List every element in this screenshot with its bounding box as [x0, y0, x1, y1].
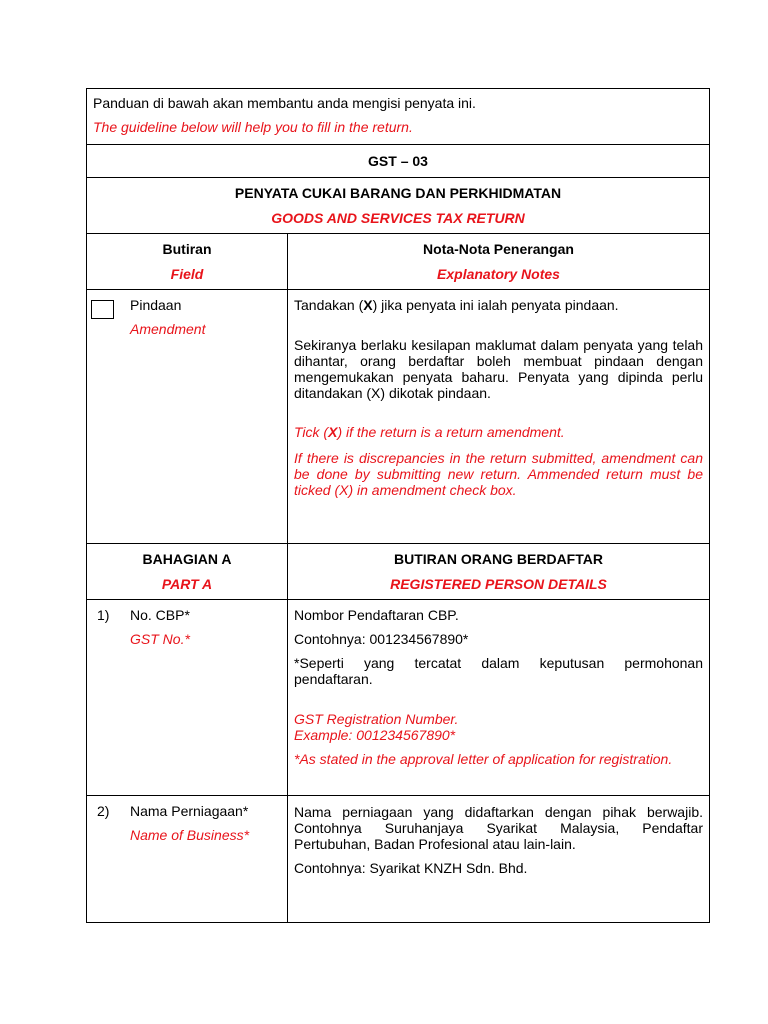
field-header-malay: Butiran [162, 241, 212, 257]
part-a-heading-malay: BUTIRAN ORANG BERDAFTAR [394, 551, 603, 567]
form-code-row [87, 145, 710, 178]
column-header-row [87, 234, 710, 290]
item2-note-registered-name: Nama perniagaan yang didaftarkan dengan pihak berwajib. Contohnya Suruhanjaya Syarikat Malaysia, Pendaftar Pertubuhan, Badan Profesional atau lain-lain. [294, 804, 703, 852]
part-a-heading-english: REGISTERED PERSON DETAILS [390, 576, 607, 592]
intro-english: The guideline below will help you to fill in the return. [93, 119, 413, 135]
notes-header-english: Explanatory Notes [437, 266, 560, 282]
item2-label-malay: Nama Perniagaan* [130, 803, 249, 819]
form-code: GST – 03 [368, 153, 428, 169]
gst-guideline-table [86, 88, 710, 923]
intro-row [87, 89, 710, 145]
amendment-note-tick-malay: Tandakan (X) jika penyata ini ialah penyata pindaan. [294, 297, 619, 313]
item2-note-example: Contohnya: Syarikat KNZH Sdn. Bhd. [294, 860, 528, 876]
item1-label-malay: No. CBP* [130, 607, 190, 623]
amendment-note-tick-english: Tick (X) if the return is a return amendment. [294, 424, 565, 440]
title-english: GOODS AND SERVICES TAX RETURN [271, 210, 525, 226]
item1-note-registration-english: GST Registration Number. [294, 711, 459, 727]
item1-number: 1) [97, 607, 110, 623]
item1-note-example: Contohnya: 001234567890* [294, 631, 469, 647]
part-a-malay: BAHAGIAN A [142, 551, 232, 567]
item-business-name-row [87, 796, 710, 923]
amendment-note-explain-malay: Sekiranya berlaku kesilapan maklumat dalam penyata yang telah dihantar, orang berdaftar boleh membuat pindaan dengan mengemukakan penyata baharu. Penyata yang dipinda perlu ditandakan (X) dikotak pindaan. [294, 337, 703, 401]
item1-note-registration: Nombor Pendaftaran CBP. [294, 607, 459, 623]
item1-note-example-english: Example: 001234567890* [294, 727, 456, 743]
intro-malay: Panduan di bawah akan membantu anda mengisi penyata ini. [93, 95, 476, 111]
amendment-label-malay: Pindaan [130, 297, 182, 313]
item1-label-english: GST No.* [130, 631, 190, 647]
title-row [87, 178, 710, 234]
item1-note-as-stated-english: *As stated in the approval letter of application for registration. [294, 751, 673, 767]
title-malay: PENYATA CUKAI BARANG DAN PERKHIDMATAN [234, 185, 562, 201]
part-a-header-row [87, 544, 710, 600]
amendment-row [87, 290, 710, 544]
item2-label-english: Name of Business* [130, 827, 250, 843]
amendment-label-english: Amendment [130, 321, 206, 337]
item1-note-as-stated-malay: *Seperti yang tercatat dalam keputusan permohonan pendaftaran. [294, 655, 703, 687]
field-header-english: Field [170, 266, 204, 282]
amendment-note-explain-english: If there is discrepancies in the return submitted, amendment can be done by submitting new return. Ammended return must be ticked (X) in amendment check box. [294, 450, 703, 498]
part-a-english: PART A [161, 576, 213, 592]
item2-number: 2) [97, 803, 110, 819]
amendment-checkbox[interactable] [91, 300, 114, 319]
notes-header-malay: Nota-Nota Penerangan [423, 241, 574, 257]
item-gst-number-row [87, 600, 710, 796]
